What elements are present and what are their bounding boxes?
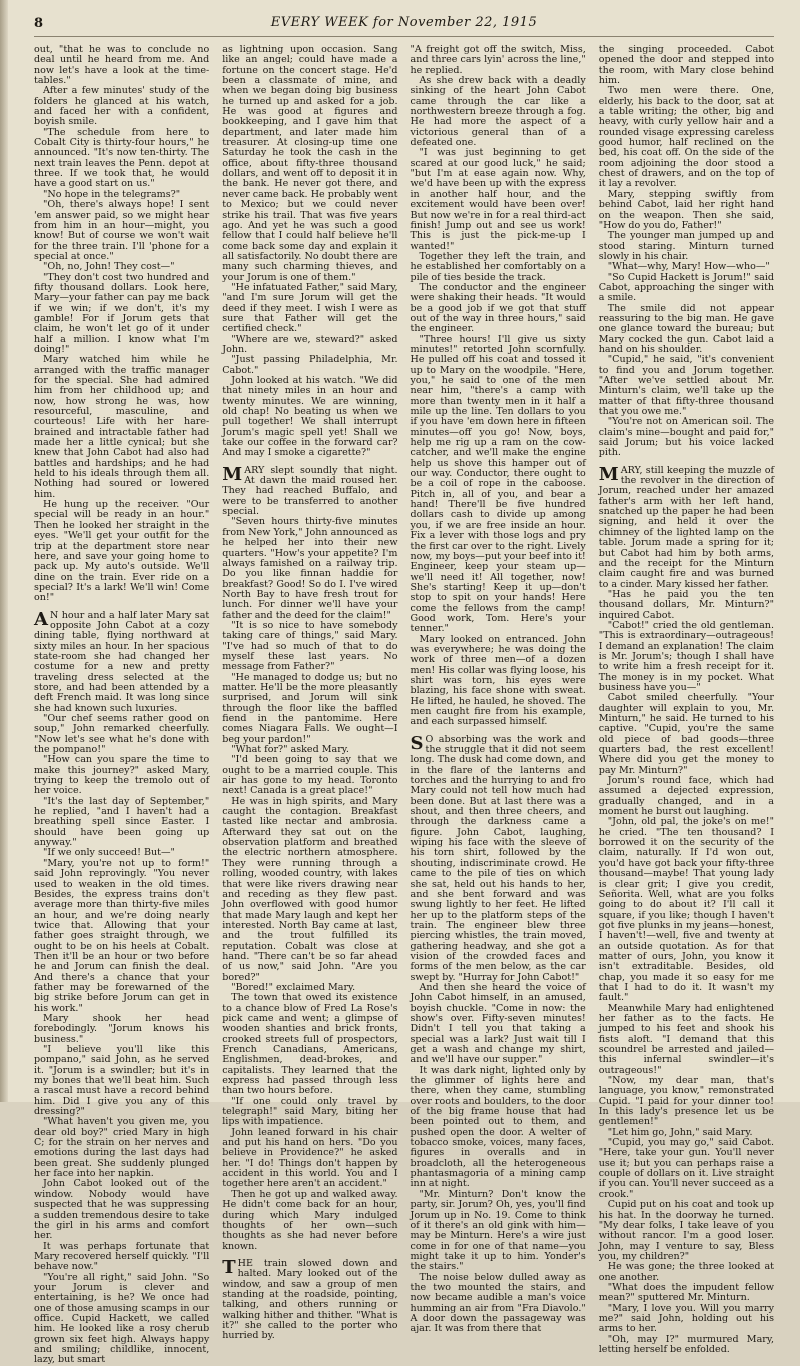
paragraph: "Just passing Philadelphia, Mr. Cabot."	[222, 354, 398, 376]
masthead: EVERY WEEK for November 22, 1915	[270, 15, 538, 30]
paragraph: "If one could only travel by telegraph!" said Mary, biting her lips with impatience.	[222, 1095, 398, 1128]
paragraph: Then he got up and walked away. He didn't come back for an hour, during which Mary indulged thoughts of her own—such thoughts as she had never before known.	[222, 1188, 398, 1252]
paragraph: "They don't cost two hundred and fifty thousand dollars. Look here, Mary—your father can pay me back if we win; if we don't, it's my gamble! For if Jorum gets that claim, he won't let go of it under half a million. I know what I'm doing!"	[34, 271, 210, 355]
paragraph: "Mary, I love you. Will you marry me?" said John, holding out his arms to her.	[598, 1302, 774, 1335]
paragraph: "Oh, may I?" murmured Mary, letting herself be enfolded.	[598, 1333, 774, 1355]
paragraph: Mary watched him while he arranged with the traffic manager for the special. She had admired him from her childhood up; and now, how strong he was, how resourceful, masculine, and courteous! Life with her hare-brained and intractable father had made her a little cynical; but she knew that John Cabot had also had battles and hardships; and he had held to his ideals through them all. Nothing had soured or lowered him.	[34, 354, 210, 500]
paragraph: "He infatuated Father," said Mary, "and I'm sure Jorum will get the deed if they meet. I wish I were as sure that Father will get the certified check."	[222, 281, 398, 335]
paragraph: The noise below dulled away as the two mounted the stairs, and now became audible a man's voice humming an air from "Fra Diavolo." A door down the passageway was ajar. It was from there that	[410, 1271, 586, 1335]
paragraph: "Cupid," he said, "it's convenient to find you and Jorum together. "After we've settled about Mr. Minturn's claim, we'll take up the matter of that fifty-three thousand that you owe me."	[598, 354, 774, 418]
paragraph: "No hope in the telegrams?"	[43, 188, 181, 200]
paragraph: "If we only succeed! But—"	[43, 847, 175, 859]
column-2	[222, 44, 398, 1342]
paragraph: Mary, stepping swiftly from behind Cabot, laid her right hand on the weapon. Then she said, "How do you do, Father!"	[598, 188, 774, 231]
paragraph: "I'd been going to say that we ought to be a married couple. This air has gone to my head. Toronto next! Canada is a great place!"	[222, 754, 398, 797]
page-header	[34, 14, 774, 37]
paragraph: "It is so nice to have somebody taking care of things," said Mary. "I've had so much of that to do myself these last years. No message from Father?"	[222, 619, 398, 673]
paragraph: He was gone; the three looked at one another.	[598, 1261, 774, 1283]
paragraph: "So Cupid Hackett is Jorum!" said Cabot, approaching the singer with a smile.	[598, 271, 774, 304]
section-opening-paragraph: MARY slept soundly that night. At dawn the maid roused her. They had reached Buffalo, and were to be transferred to another special.	[222, 463, 398, 518]
paragraph: "I was just beginning to get scared at our good luck," he said; "but I'm at ease again now. Why, we'd have been up with the express in another half hour, and the excitement would have been over! But now we're in for a real third-act finish! Jump out and see us work! This is just the pick-me-up I wanted!"	[410, 147, 586, 252]
paragraph: "Three hours! I'll give us sixty minutes!" retorted John scornfully. He pulled off his coat and tossed it up to Mary on the woodpile. "Here, you," he said to one of the men near him, "there's a camp with more than twenty men in it half a mile up the line. Ten dollars to you if you have 'em down here in fifteen minutes—off you go! Now, boys, help me rig up a ram on the cow-catcher, and we'll make the engine help us shove this hamper out of our way. Conductor, there ought to be a coil of rope in the caboose. Pitch in, all of you, and bear a hand! There'll be five hundred dollars cash to divide up among you, if we are free inside an hour. Fix a lever with those logs and pry the first car over to the right. Lively now, my boys—put your beef into it! Engineer, keep your steam up—we'll need it! All together, now! She's starting! Keep it up—don't stop to spit on your hands! Here come the fellows from the camp! Good work, Tom. Here's your tenner."	[410, 333, 586, 635]
paragraph: "Seven hours thirty-five minutes from New York," John announced as he helped her into their new quarters. "How's your appetite? I'm always famished on a railway trip. Do you like finnan haddie for breakfast? Good! So do I. I've wired North Bay to have fresh trout for lunch. For dinner we'll have your father and the deed for the claim!"	[222, 516, 398, 621]
paragraph: the singing proceeded. Cabot opened the door and stepped into the room, with Mary close behind him.	[598, 44, 774, 87]
paragraph: As she drew back with a deadly sinking of the heart John Cabot came through the car like a northwestern breeze through a fog. He had more the aspect of a victorious general than of a defeated one.	[410, 75, 586, 149]
paragraph: The conductor and the engineer were shaking their heads. "It would be a good job if we got that stuff out of the way in three hours," said the engineer.	[410, 281, 586, 335]
paragraph: "What does the impudent fellow mean?" sputtered Mr. Minturn.	[598, 1281, 774, 1304]
paragraph: He hung up the receiver. "Our special will be ready in an hour." Then he looked her straight in the eyes. "We'll get your outfit for the trip at the department store near here, and save your going home to pack up. My auto's outside. We'll dine on the train. Ever ride on a special? It's a lark! We'll win! Come on!"	[34, 499, 210, 604]
paragraph: "I believe you'll like this pompano," said John, as he served it. "Jorum is a swindler; but it's in my bones that we'll beat him. Such a rascal must have a record behind him. Did I give you any of this dressing?"	[34, 1044, 210, 1118]
text-columns	[34, 44, 774, 1366]
paragraph: "What for?" asked Mary.	[231, 744, 349, 756]
paragraph: John leaned forward in his chair and put his hand on hers. "Do you believe in Providence?" he asked her. "I do! Things don't happen by accident in this world. You and I together here aren't an accident."	[222, 1126, 398, 1190]
paragraph: He was in high spirits, and Mary caught the contagion. Breakfast tasted like nectar and ambrosia. Afterward they sat out on the observation platform and breathed the electric northern atmosphere. They were running through a rolling, wooded country, with lakes that were like rivers drawing near and receding as they flew past. John overflowed with good humor that made Mary laugh and kept her interested. North Bay came at last, and the trout fulfilled its reputation. Cobalt was close at hand. "There can't be so far ahead of us now," said John. "Are you bored?"	[222, 795, 398, 983]
paragraph: "You're all right," said John. "So your Jorum is clever and entertaining, is he? We once had one of those amusing scamps in our office. Cupid Hackett, we called him. He looked like a rosy cherub grown six feet high. Always happy and smiling; childlike, innocent, lazy, but smart	[34, 1271, 210, 1366]
paragraph: It was dark night, lighted only by the glimmer of lights here and there, when they came, stumbling over roots and boulders, to the door of the big frame house that had been pointed out to them, and pushed open the door. A welter of tobacco smoke, voices, many faces, figures in overalls and in broadcloth, all the heterogeneous phantasmagoria of a mining camp inn at night.	[410, 1064, 586, 1190]
paragraph: "Has he paid you the ten thousand dollars, Mr. Minturn?" inquired Cabot.	[598, 588, 774, 621]
paragraph: "Bored!" exclaimed Mary.	[231, 981, 356, 993]
paragraph: "You're not on American soil. The claim's mine—bought and paid for," said Jorum; but his voice lacked pith.	[598, 416, 774, 459]
paragraph: as lightning upon occasion. Sang like an angel; could have made a fortune on the concert stage. He'd been a classmate of mine, and when we began doing big business he turned up and asked for a job. He was good at figures and bookkeeping, and I gave him that department, and later made him treasurer. At closing-up time one Saturday he took the cash in the office, about fifty-three thousand dollars, and went off to deposit it in the bank. He never got there, and never came back. He probably went to Mexico; but we could never strike his trail. That was five years ago. And yet he was such a good fellow that I could half believe he'll come back some day and explain it all satisfactorily. No doubt there are many such charming thieves, and your Jorum is one of them."	[222, 44, 398, 283]
paragraph: "He managed to dodge us; but no matter. He'll be the more pleasantly surprised, and Jorum will sink through the floor like the baffled fiend in the pantomime. Here comes Niagara Falls. We ought—I beg your pardon!"	[222, 671, 398, 745]
paragraph: "Where are we, steward?" asked John.	[222, 333, 398, 355]
paragraph: "Now, my dear man, that's language, you know," remonstrated Cupid. "I paid for your dinner too! In this lady's presence let us be gentlemen!"	[598, 1075, 774, 1128]
column-3	[410, 44, 586, 1335]
paragraph: Cupid put on his coat and took up his hat. In the doorway he turned. "My dear folks, I take leave of you without rancor. I'm a good loser. John, may I venture to say, Bless you, my children?"	[598, 1199, 774, 1262]
paragraph: And then she heard the voice of John Cabot himself, in an amused, boyish chuckle. "Come in now: the show's over. Fifty-seven minutes! Didn't I tell you that taking a special was a lark? Just wait till I get a wash and change my shirt, and we'll have our supper."	[410, 981, 586, 1066]
paragraph: After a few minutes' study of the folders he glanced at his watch, and faced her with a confident, boyish smile.	[34, 85, 210, 128]
paragraph: Mary looked on entranced. John was everywhere; he was doing the work of three men—of a dozen men! His collar was flying loose, his shirt was torn, his eyes were blazing, his face shone with sweat. He lifted, he hauled, he shoved. The men caught fire from his example, and each surpassed himself.	[410, 633, 586, 728]
paragraph: "Mary, you're not up to form!" said John reprovingly. "You never used to weaken in the old times. Besides, the express trains don't average more than thirty-five miles an hour, and we're doing nearly twice that. Allowing that your father goes straight through, we ought to be on his heels at Cobalt. Then it'll be an hour or two before he and Jorum can finish the deal. And there's a chance that your father may be forewarned of the big strike before Jorum can get in his work."	[34, 857, 210, 1014]
paragraph: "What haven't you given me, you dear old boy?" cried Mary in high C; for the strain on her nerves and emotions during the last days had been great. She suddenly plunged her face into her napkin.	[34, 1116, 210, 1180]
section-opening-paragraph: MARY, still keeping the muzzle of the revolver in the direction of Jorum, reached under her amazed father's arm with her left hand, snatched up the paper he had been signing, and held it over the chimney of the lighted lamp on the table. Jorum made a spring for it; but Cabot had him by both arms, and the receipt for the Minturn claim caught fire and was burned to a cinder. Mary kissed her father.	[598, 463, 774, 590]
paragraph: It was perhaps fortunate that Mary recovered herself quickly. "I'll behave now."	[34, 1240, 210, 1273]
paragraph: The younger man jumped up and stood staring. Minturn turned slowly in his chair.	[598, 230, 774, 262]
paragraph: "John, old pal, the joke's on me!" he cried. "The ten thousand? I borrowed it on the security of the claim, naturally. If I'd won out, you'd have got back your fifty-three thousand—maybe! That young lady is clear grit; I give you credit, Señorita. Well, what are you folks going to do about it? I'll call it square, if you like; though I haven't got five plunks in my jeans—honest, I haven't!—well, five and twenty at an outside quotation. As for that matter of ours, John, you know it isn't extraditable. Besides, old chap, you made it so easy for me that I had to do it. It wasn't my fault."	[598, 816, 774, 1004]
section-opening-paragraph: AN hour and a half later Mary sat opposite John Cabot at a cozy dining table, flying northward at sixty miles an hour. In her spacious state-room she had changed her costume for a new and pretty traveling dress selected at the store, and had been attended by a deft French maid. It was long since she had known such luxuries.	[34, 608, 210, 714]
column-4	[598, 44, 774, 1355]
paragraph: The smile did not appear reassuring to the big man. He gave one glance toward the bureau; but Mary cocked the gun. Cabot laid a hand on his shoulder.	[598, 302, 774, 355]
paragraph: Cabot smiled cheerfully. "Your daughter will explain to you, Mr. Minturn," he said. He turned to his captive. "Cupid, you're the same old piece of bad goods—three quarters bad, the rest excellent! Where did you get the money to pay Mr. Minturn?"	[598, 692, 774, 776]
paragraph: Mary shook her head forebodingly. "Jorum knows his business."	[34, 1012, 210, 1045]
page-number: 8	[34, 16, 44, 31]
paragraph: Jorum's round face, which had assumed a dejected expression, gradually changed, and in a moment he burst out laughing.	[598, 775, 774, 818]
paragraph: "How can you spare the time to make this journey?" asked Mary, trying to keep the tremolo out of her voice.	[34, 754, 210, 797]
paragraph: "The schedule from here to Cobalt City is thirty-four hours," he announced. "It's now ten-thirty. The next train leaves the Penn. depot at three. If we took that, he would have a good start on us."	[34, 126, 210, 190]
paragraph: The town that owed its existence to a chance blow of Fred La Rose's pick came and went; a glimpse of wooden shanties and brick fronts, crooked streets full of prospectors, French Canadians, Americans, Englishmen, dead-brokes, and capitalists. They learned that the express had passed through less than two hours before.	[222, 992, 398, 1097]
section-opening-paragraph: THE train slowed down and halted. Mary looked out of the window, and saw a group of men standing at the roadside, pointing, talking, and others running or walking hither and thither. "What is it?" she called to the porter who hurried by.	[222, 1256, 398, 1342]
paragraph: "Cupid, you may go," said Cabot. "Here, take your gun. You'll never use it; but you can perhaps raise a couple of dollars on it. Live straight if you can. You'll never succeed as a crook."	[598, 1137, 774, 1200]
paragraph: "Cabot!" cried the old gentleman. "This is extraordinary—outrageous! I demand an explanation! The claim is Mr. Jorum's; though I shall have to write him a fresh receipt for it. The money is in my pocket. What business have you—"	[598, 619, 774, 693]
paragraph: "Oh, there's always hope! I sent 'em answer paid, so we might hear from him in an hour—might, you know! But of course we won't wait for the three train. I'll 'phone for a special at once."	[34, 199, 210, 262]
paragraph: John Cabot looked out of the window. Nobody would have suspected that he was suppressing a sudden tremendous desire to take the girl in his arms and comfort her.	[34, 1178, 210, 1242]
paragraph: out, "that he was to conclude no deal until he heard from me. And now let's have a look at the time-tables."	[34, 44, 210, 87]
paragraph: "Let him go, John," said Mary.	[607, 1126, 753, 1138]
paragraph: "Mr. Minturn? Don't know the party, sir. Jorum? Oh, yes, you'll find Jorum up in No. 19. Come to think of it there's an old gink with him—may be Minturn. Here's a wire just come in for one of that name—you might take it up to him. Yonder's the stairs."	[410, 1188, 586, 1273]
paragraph: "A freight got off the switch, Miss, and three cars lyin' across the line," he replied.	[410, 44, 586, 76]
paragraph: Meanwhile Mary had enlightened her father as to the facts. He jumped to his feet and shook his fists aloft. "I demand that this scoundrel be arrested and jailed—this infernal swindler—it's outrageous!"	[598, 1002, 774, 1076]
paragraph: "What—why, Mary! How—who—"	[607, 261, 770, 273]
paragraph: "Our chef seems rather good on soup," John remarked cheerfully. "Now let's see what he's done with the pompano!"	[34, 713, 210, 756]
paragraph: "Oh, no, John! They cost—"	[43, 261, 175, 273]
paragraph: Together they left the train, and he established her comfortably on a pile of ties beside the track.	[410, 250, 586, 283]
section-opening-paragraph: SO absorbing was the work and the struggle that it did not seem long. The dusk had come down, and in the flare of the lanterns and torches and the hurrying to and fro Mary could not tell how much had been done. But at last there was a shout, and then three cheers, and through the darkness came a figure. John Cabot, laughing, wiping his face with the sleeve of his torn shirt, followed by the shouting, indiscriminate crowd. He came to the pile of ties on which she sat, held out his hands to her, and she bent forward and was swung lightly to her feet. He lifted her up to the platform steps of the train. The engineer blew three piercing whistles, the train moved, gathering headway, and she got a vision of the crowded faces and forms of the men below, as the car swept by. "Hurray for John Cabot!"	[410, 732, 586, 983]
paragraph: John looked at his watch. "We did that ninety miles in an hour and twenty minutes. We are winning, old chap! No beating us when we pull together! We shall interrupt Jorum's magic spell yet! Shall we take our coffee in the forward car? And may I smoke a cigarette?"	[222, 375, 398, 459]
column-1	[34, 44, 210, 1366]
paragraph: Two men were there. One, elderly, his back to the door, sat at a table writing; the other, big and heavy, with curly yellow hair and a rounded visage expressing careless good humor, half reclined on the bed, his coat off. On the side of the room adjoining the door stood a chest of drawers, and on the top of it lay a revolver.	[598, 85, 774, 190]
paragraph: "It's the last day of September," he replied, "and I haven't had a breathing spell since Easter. I should have been going up anyway."	[34, 795, 210, 849]
